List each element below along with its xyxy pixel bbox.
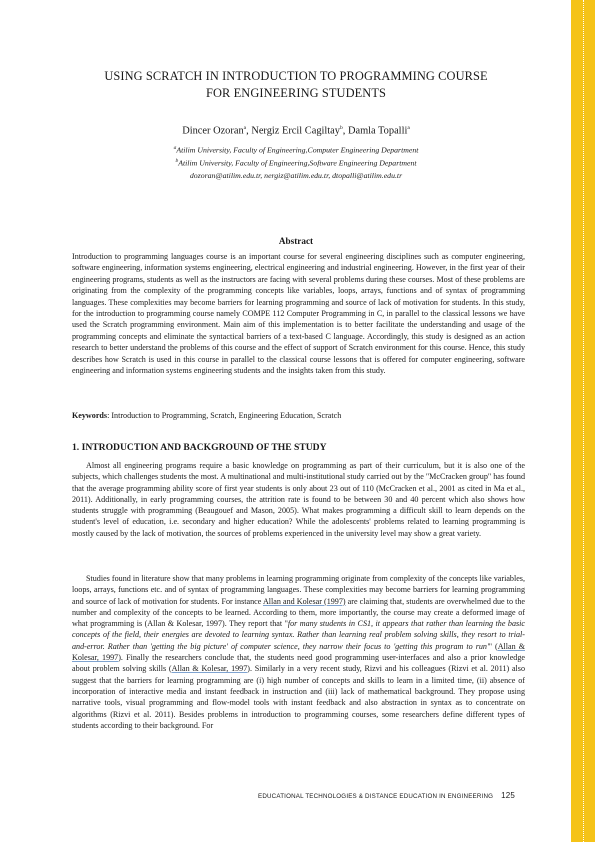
page-footer — [258, 791, 528, 800]
block-quote: for many students in CS1, it appears that rather than learning the basic concepts of the field, their energies are devoted to learning syntax. Rather than learning real problem solving skills, they resort to trial-and-error. Rather than 'getting the big picture' of computer science, they narrow their focus to 'getting this program to run' — [72, 619, 526, 651]
keywords-line — [72, 411, 525, 420]
body-paragraph-2: Studies found in literature show that many problems in learning programming originate from complexity of the concepts like variables, loops, arrays, functions etc. and of syntax of programming languages. These complexities may become barriers for learning programming and source of lack of motivation for students. For instance Allan and Kolesar (1997) are claiming that, students are overwhelmed due to the number and complexity of the concepts to be learned. According to them, more importantly, the course may create a deformed image of what programming is (Allan & Kolesar, 1997). They report that "for many students in CS1, it appears that rather than learning the basic concepts of the field, their energies are devoted to learning syntax. Rather than learning real problem solving skills, they resort to trial-and-error. Rather than 'getting the big picture' of computer science, they narrow their focus to 'getting this program to run'" (Allan & Kolesar, 1997). Finally the researchers conclude that, the students need good programming user-interfaces and also a prior knowledge about problem solving skills (Allan & Kolesar, 1997). Similarly in a very recent study, Rizvi and his colleagues (Rizvi et al. 2011) also suggest that the barriers for learning programming are (i) high number of concepts and skills to learn in a limited time, (ii) absence of incorporation of interactive media and instant feedback in instruction and (iii) lack of mathematical background. They propose using narrative tools, visual programming and flow-model tools with instant feedback and also abstraction in syntax as to concentrate on algorithms (Rizvi et al. 2011). Besides problems in introduction to programming courses, some researchers define different types of students according to their background. For — [72, 574, 526, 730]
author-name: Damla Topalli — [347, 125, 408, 137]
keywords-label: Keywords — [72, 411, 108, 420]
author-list: Dincer Ozoran$^a$, Nergiz Ercil Cagiltay$^b$, Damla Topalli$^a$ — [182, 125, 410, 137]
citation-link[interactable]: Allan and Kolesar (1997) — [262, 596, 346, 606]
page-number: 125 — [501, 791, 516, 800]
affil-mark: a — [173, 145, 177, 151]
abstract-heading: Abstract — [278, 236, 314, 246]
author-affil-mark: b — [340, 125, 343, 131]
citation-link[interactable]: Allan & Kolesar, 1997 — [72, 641, 525, 663]
author-affil-mark: a — [407, 125, 410, 131]
author-affil-mark: a — [243, 125, 247, 131]
author-name: Nergiz Ercil Cagiltay — [251, 125, 340, 137]
affiliation-a: $^a$Atilim University, Faculty of Engineering,Computer Engineering Department — [173, 145, 419, 155]
abstract-body: Introduction to programming languages course is an important course for several engineering disciplines such as computer engineering, software engineering, information systems engineering, electrical engineering and industrial engineering. However, in the first year of their engineering programs, students as well as the instructors are facing with several problems during these courses. Most of these problems are originating from the complexity of the programming concepts like variables, loops, arrays, functions and of syntax of programming languages. These complexities may become barriers for learning programming and source of lack of motivation for students. In this study, for the introduction to programming course namely COMPE 112 Computer Programming in C, in parallel to the classical lessons we have used the Scratch programming environment. Main aim of this implementation is to better facilitate the understanding and usage of the programming concepts and eliminate the syntactical barriers of a text-based C language. Accordingly, this study is designed as an action research to better understand the problems of this course and the effect of support of Scratch environment for this course. Hence, this study describes how Scratch is used in this course in parallel to the classical course lessons that is offered for computer engineering, software engineering and information systems engineering students and the insights taken from this study. — [72, 252, 525, 376]
affil-mark: b — [175, 158, 179, 164]
title-line-2: FOR ENGINEERING STUDENTS — [206, 86, 386, 100]
section-heading: 1. INTRODUCTION AND BACKGROUND OF THE STUDY — [72, 442, 327, 453]
affiliation-b: $^b$Atilim University, Faculty of Engineering,Software Engineering Department — [175, 158, 417, 168]
paper-title — [66, 68, 526, 102]
side-dotted-line — [583, 0, 584, 842]
body-paragraph-1: Almost all engineering programs require a basic knowledge on programming as part of their curriculum, but it is also one of the subjects, which challenges students the most. A multinational and multi-institutional study carried out by the "McCracken group" has found that the average programming ability score of first year students is only about 23 out of 110 (McCracken et al., 2001 as cited in Ma et al., 2011). Additionally, in early programming courses, the attrition rate is found to be between 30 and 40 percent which also shows how students struggle with programming (Beaugouef and Mason, 2005). What makes programming a difficult skill to learn depends on the student's level of education, i.e. secondary and higher education? While the adolescents' problems related to learning programming is mostly caused by the lack of motivation, the sources of problems experienced in the university level may show a great variety. — [72, 461, 525, 538]
author-name: Dincer Ozoran — [182, 125, 244, 137]
author-emails: dozoran@atilim.edu.tr, nergiz@atilim.edu.tr, dtopalli@atilim.edu.tr — [189, 171, 403, 180]
keywords-text: : Introduction to Programming, Scratch, Engineering Education, Scratch — [107, 411, 342, 420]
footer-journal-name: EDUCATIONAL TECHNOLOGIES & DISTANCE EDUCATION IN ENGINEERING — [258, 793, 494, 800]
citation-link[interactable]: Allan & Kolesar, 1997 — [171, 664, 248, 674]
title-line-1: USING SCRATCH IN INTRODUCTION TO PROGRAMMING COURSE — [104, 69, 488, 83]
side-decorative-strip — [571, 0, 595, 842]
